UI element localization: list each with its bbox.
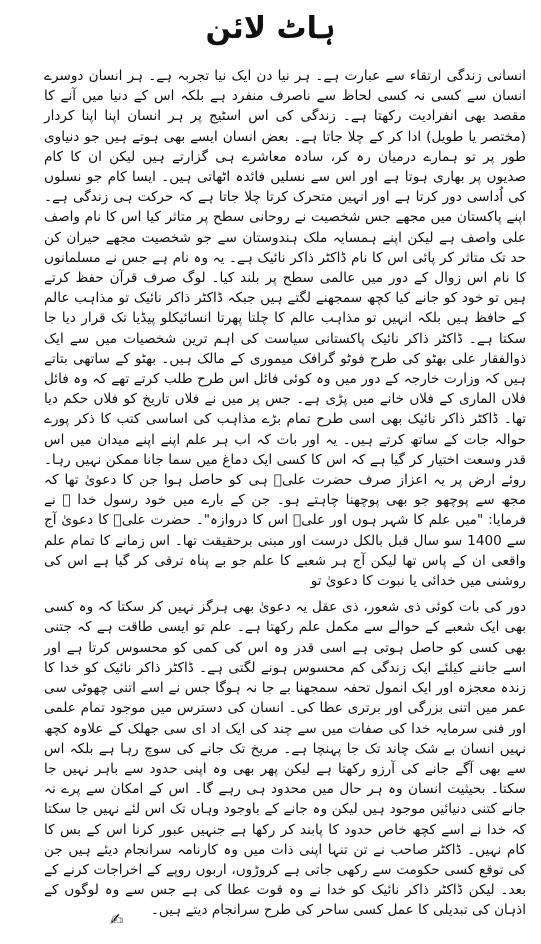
- article-title: ہاٹ لائن: [205, 11, 336, 46]
- paragraph-2: دور کی بات کوئی ذی شعور، ذی عقل یہ دعویٰ بھی ہرگز نہیں کر سکتا کہ وہ کسی بھی ایک شعبے کے حوالے سے مکمل علم رکھتا ہے۔ علم تو ایسی طاقت ہے کہ جتنی بھی کسی کو حاصل ہوتی ہے اسی قدر وہ اس کی کمی کو محسوس کرتا ہے اور اسے جاننے کیلئے ایک زندگی کم محسوس ہونے لگتی ہے۔ ڈاکٹر ذاکر نائیک کو خدا کا زندہ معجزہ اور ایک انمول تحفہ سمجھنا بے جا نہ ہوگا جس نے اسے اتنی چھوٹی سی عمر میں اتنی بزرگی اور برتری عطا کی۔ انسان کی دسترس میں موجود تمام علمی اور فنی سرمایہ خدا کی صفات میں سے چند کی ایک اد ای سی جھلک کے علاوہ کچھ نہیں انسان بے شک چاند تک جا پہنچا ہے۔ مریخ تک جانے کی سوچ رہا ہے بلکہ اس سے بھی آگے جانے کی آرزو رکھتا ہے لیکن پھر بھی وہ اپنی حدود سے باہر نہیں جا سکتا۔ بحیثیت انسان وہ ہر حال میں محدود ہی رہے گا۔ اس کے امکان سے پرے نہ جانے کتنی دنیائیں موجود ہیں لیکن وہ جانے کے باوجود وہاں تک اس لئے نہیں جا سکتا کہ خدا نے اسے کچھ خاص حدود کا پابند کر رکھا ہے جنہیں عبور کرنا اس کے بس کا کام نہیں۔ ڈاکٹر صاحب نے تن تنہا اپنی ذات میں وہ کارنامہ سرانجام دیئے ہیں جن کی توقع کسی حکومت سے رکھی جاتی ہے کروڑوں، اربوں روپے کے اخراجات کرنے کے بعد۔ لیکن ڈاکٹر ذاکر نائیک کو خدا نے وہ قوت عطا کی ہے جس سے وہ لوگوں کے اذہان کی تبدیلی کا عمل کسی ساحر کی طرح سرانجام دیتے ہیں۔: [44, 599, 526, 919]
- signature-mark: ✍: [110, 910, 124, 929]
- article-body: [44, 66, 526, 921]
- paragraph-1: انسانی زندگی ارتقاء سے عبارت ہے۔ ہر نیا دن ایک نیا تجربہ ہے۔ ہر انسان دوسرے انسان سے کسی نہ کسی لحاظ سے ناصرف منفرد ہے بلکہ اس کے دنیا میں آنے کا مقصد بھی انفرادیت رکھتا ہے۔ زندگی کی اس اسٹیج پر ہر انسان اپنا اپنا کردار (مختصر یا طویل) ادا کر کے چلا جاتا ہے۔ بعض انسان ایسے بھی ہوتے ہیں جو دنیاوی طور پر تو ہمارے درمیان رہ کر، سادہ معاشرے ہی گزارتے ہیں لیکن ان کا کام صدیوں پر بھاری ہوتا ہے اور اس سے نسلیں فائدہ اٹھاتی ہیں۔ ایسا کام جو نسلوں کی اُداسی دور کرتا ہے اور انہیں متحرک کرتا چلا جاتا ہے کہ حرکت ہی زندگی ہے۔ اپنے پاکستان میں مجھے جس شخصیت نے روحانی سطح پر متاثر کیا اس کا نام واصف علی واصف ہے لیکن اپنے ہمسایہ ملک ہندوستان سے جو شخصیت مجھے حیران کن حد تک متاثر کر پائی اس کا نام ڈاکٹر ذاکر نائیک ہے۔ یہ وہ نام ہے جس نے مسلمانوں کا نام اس زوال کے دور میں عالمی سطح پر بلند کیا۔ لوگ صرف قرآن حفظ کرتے ہیں تو خود کو جانے کیا کچھ سمجھنے لگتے ہیں جبکہ ڈاکٹر ذاکر نائیک تو مذاہب عالم کے حافظ ہیں بلکہ انہیں تو مذاہب عالم کا چلتا پھرتا انسائیکلو پیڈیا تک قرار دیا جا سکتا ہے۔ ڈاکٹر ذاکر نائیک پاکستانی سیاست کی اہم ترین شخصیات میں سے ایک ذوالفقار علی بھٹو کی طرح فوٹو گرافک میموری کے مالک ہیں۔ بھٹو کے ساتھی بتاتے ہیں کہ وزارت خارجہ کے دور میں وہ کوئی فائل اس طرح طلب کرتے تھے کہ وہ فائل فلاں الماری کے فلاں خانے میں پڑی ہے۔ جس پر میں نے فلاں تاریخ کو فلاں حکم دیا تھا۔ ڈاکٹر ذاکر نائیک بھی اسی طرح تمام بڑے مذاہب کی اساسی کتب کا ذکر پورے حوالہ جات کے ساتھ کرتے ہیں۔ یہ اور بات کہ اب ہر علم اپنے اپنے میدان میں اس قدر وسعت اختیار کر گیا ہے کہ اس کا کسی ایک دماغ میں سما جانا ممکن نہیں رہا۔ روئے ارض پر یہ اعزاز صرف حضرت علیؓ ہی کو حاصل ہوا جن کا دعویٰ تھا کہ مجھ سے پوچھو جو بھی پوچھنا چاہتے ہو۔ جن کے بارے میں خود رسول خدا ﷺ نے فرمایا: "میں علم کا شہر ہوں اور علیؓ اس کا دروازہ"۔ حضرت علیؓ کا دعویٰ آج سے 1400 سو سال قبل بالکل درست اور مبنی برحقیقت تھا۔ اس زمانے کا تمام علم واقعی ان کے پاس تھا لیکن آج ہر شعبے کا علم جو بے پناہ ترقی کر گیا ہے اس کی روشنی میں خدائی یا نبوت کا دعویٰ تو: [44, 68, 526, 590]
